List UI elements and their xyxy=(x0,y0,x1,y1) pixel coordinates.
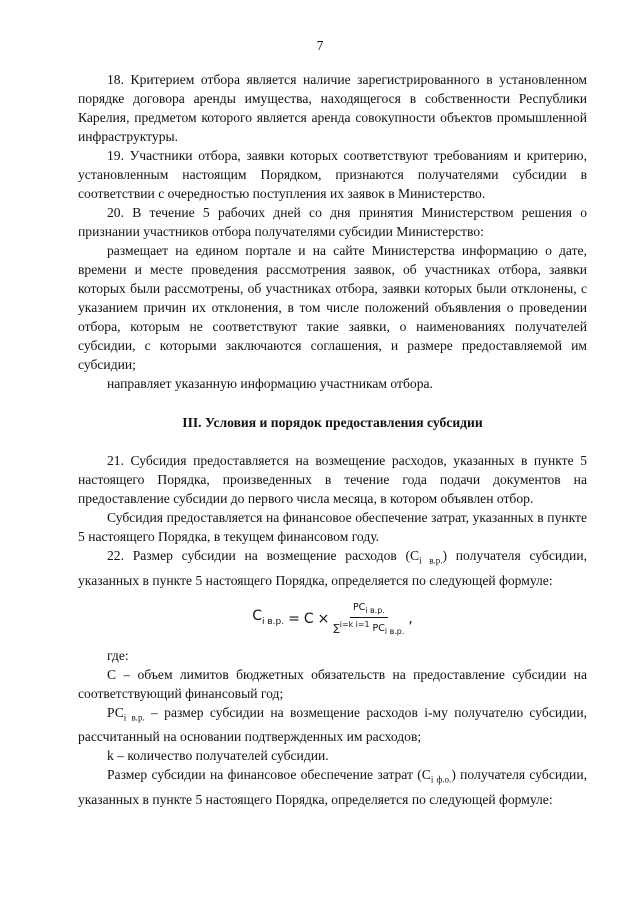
formula-numerator: $РС_{i в.р.}$ xyxy=(350,602,388,618)
formula-denominator: ∑$^{i=k i=1}$ $РС_{i в.р.}$ xyxy=(333,620,405,637)
page-number: 7 xyxy=(316,38,324,53)
formula-times: × xyxy=(317,611,330,628)
paragraph-18: 18. Критерием отбора является наличие зарегистрированного в установленном порядке договора аренды имущества, находящегося в собственности Республики Карелия, предметом которого является аренда совокупности объектов промышленной инфраструктуры. xyxy=(78,72,587,144)
section-title: III. Условия и порядок предоставления субсидии xyxy=(182,415,483,430)
formula-fraction xyxy=(333,602,404,637)
paragraph-21: 21. Субсидия предоставляется на возмещение расходов, указанных в пункте 5 настоящего Порядка, произведенных в течение года подачи документов на предоставление субсидии до первого числа месяца, в котором объявлен отбор. xyxy=(78,453,587,506)
definition-k: k – количество получателей субсидии. xyxy=(107,748,329,764)
formula xyxy=(78,594,587,646)
paragraph-22-end: ) получателя субсидии, указанных в пункте 5 настоящего Порядка, определяется по следующей формуле: xyxy=(78,548,588,588)
paragraph-financial-support: Размер субсидии на финансовое обеспечение затрат $(С_{i ф.о.})$ получателя субсидии, указанных в пункте 5 настоящего Порядка, определяется по следующей формуле: xyxy=(78,767,587,808)
definition-c: С – объем лимитов бюджетных обязательств на предоставление субсидии на соответствующий финансовый год; xyxy=(78,666,587,701)
where-label: где: xyxy=(107,647,129,663)
paragraph-19: 19. Участники отбора, заявки которых соответствуют требованиям и критерию, установленным настоящим Порядком, признаются получателями субсидии в соответствии с очередностью поступления их заявок в Министерство. xyxy=(78,148,587,201)
formula-equals: = xyxy=(288,611,300,628)
paragraph-21-b: Субсидия предоставляется на финансовое обеспечение затрат, указанных в пункте 5 настоящего Порядка, в текущем финансовом году. xyxy=(78,510,587,544)
paragraph-22-start: 22. Размер субсидии на возмещение расходов (С xyxy=(107,548,420,563)
formula-c: С xyxy=(303,611,314,628)
formula-comma: , xyxy=(408,611,413,628)
paragraph-20-item-1: размещает на едином портале и на сайте Министерства информацию о дате, времени и месте проведения рассмотрения заявок, об участниках отбора, заявки которых были рассмотрены, об участниках отбора, заявки которых были отклонены, с указанием причин их отклонения, в том числе положений объявления о проведении отбора, которым не соответствуют такие заявки, о наименованиях получателей субсидии, с которыми заключаются соглашения, и размере предоставляемой им субсидии; xyxy=(78,243,587,372)
definition-pc: $РС_{i в.р.}$ – размер субсидии на возмещение расходов i-му получателю субсидии, рассчитанный на основании подтвержденных им расходов; xyxy=(78,704,587,745)
paragraph-20-item-2: направляет указанную информацию участникам отбора. xyxy=(107,376,433,391)
paragraph-22 xyxy=(78,546,587,590)
formula-lhs: $С_{i в.р.}$ xyxy=(252,608,285,628)
paragraph-22-subscript: i в.р. xyxy=(419,555,443,566)
paragraph-20: 20. В течение 5 рабочих дней со дня принятия Министерством решения о признании участников отбора получателями субсидии Министерство: xyxy=(78,205,587,239)
document-body xyxy=(78,70,587,809)
